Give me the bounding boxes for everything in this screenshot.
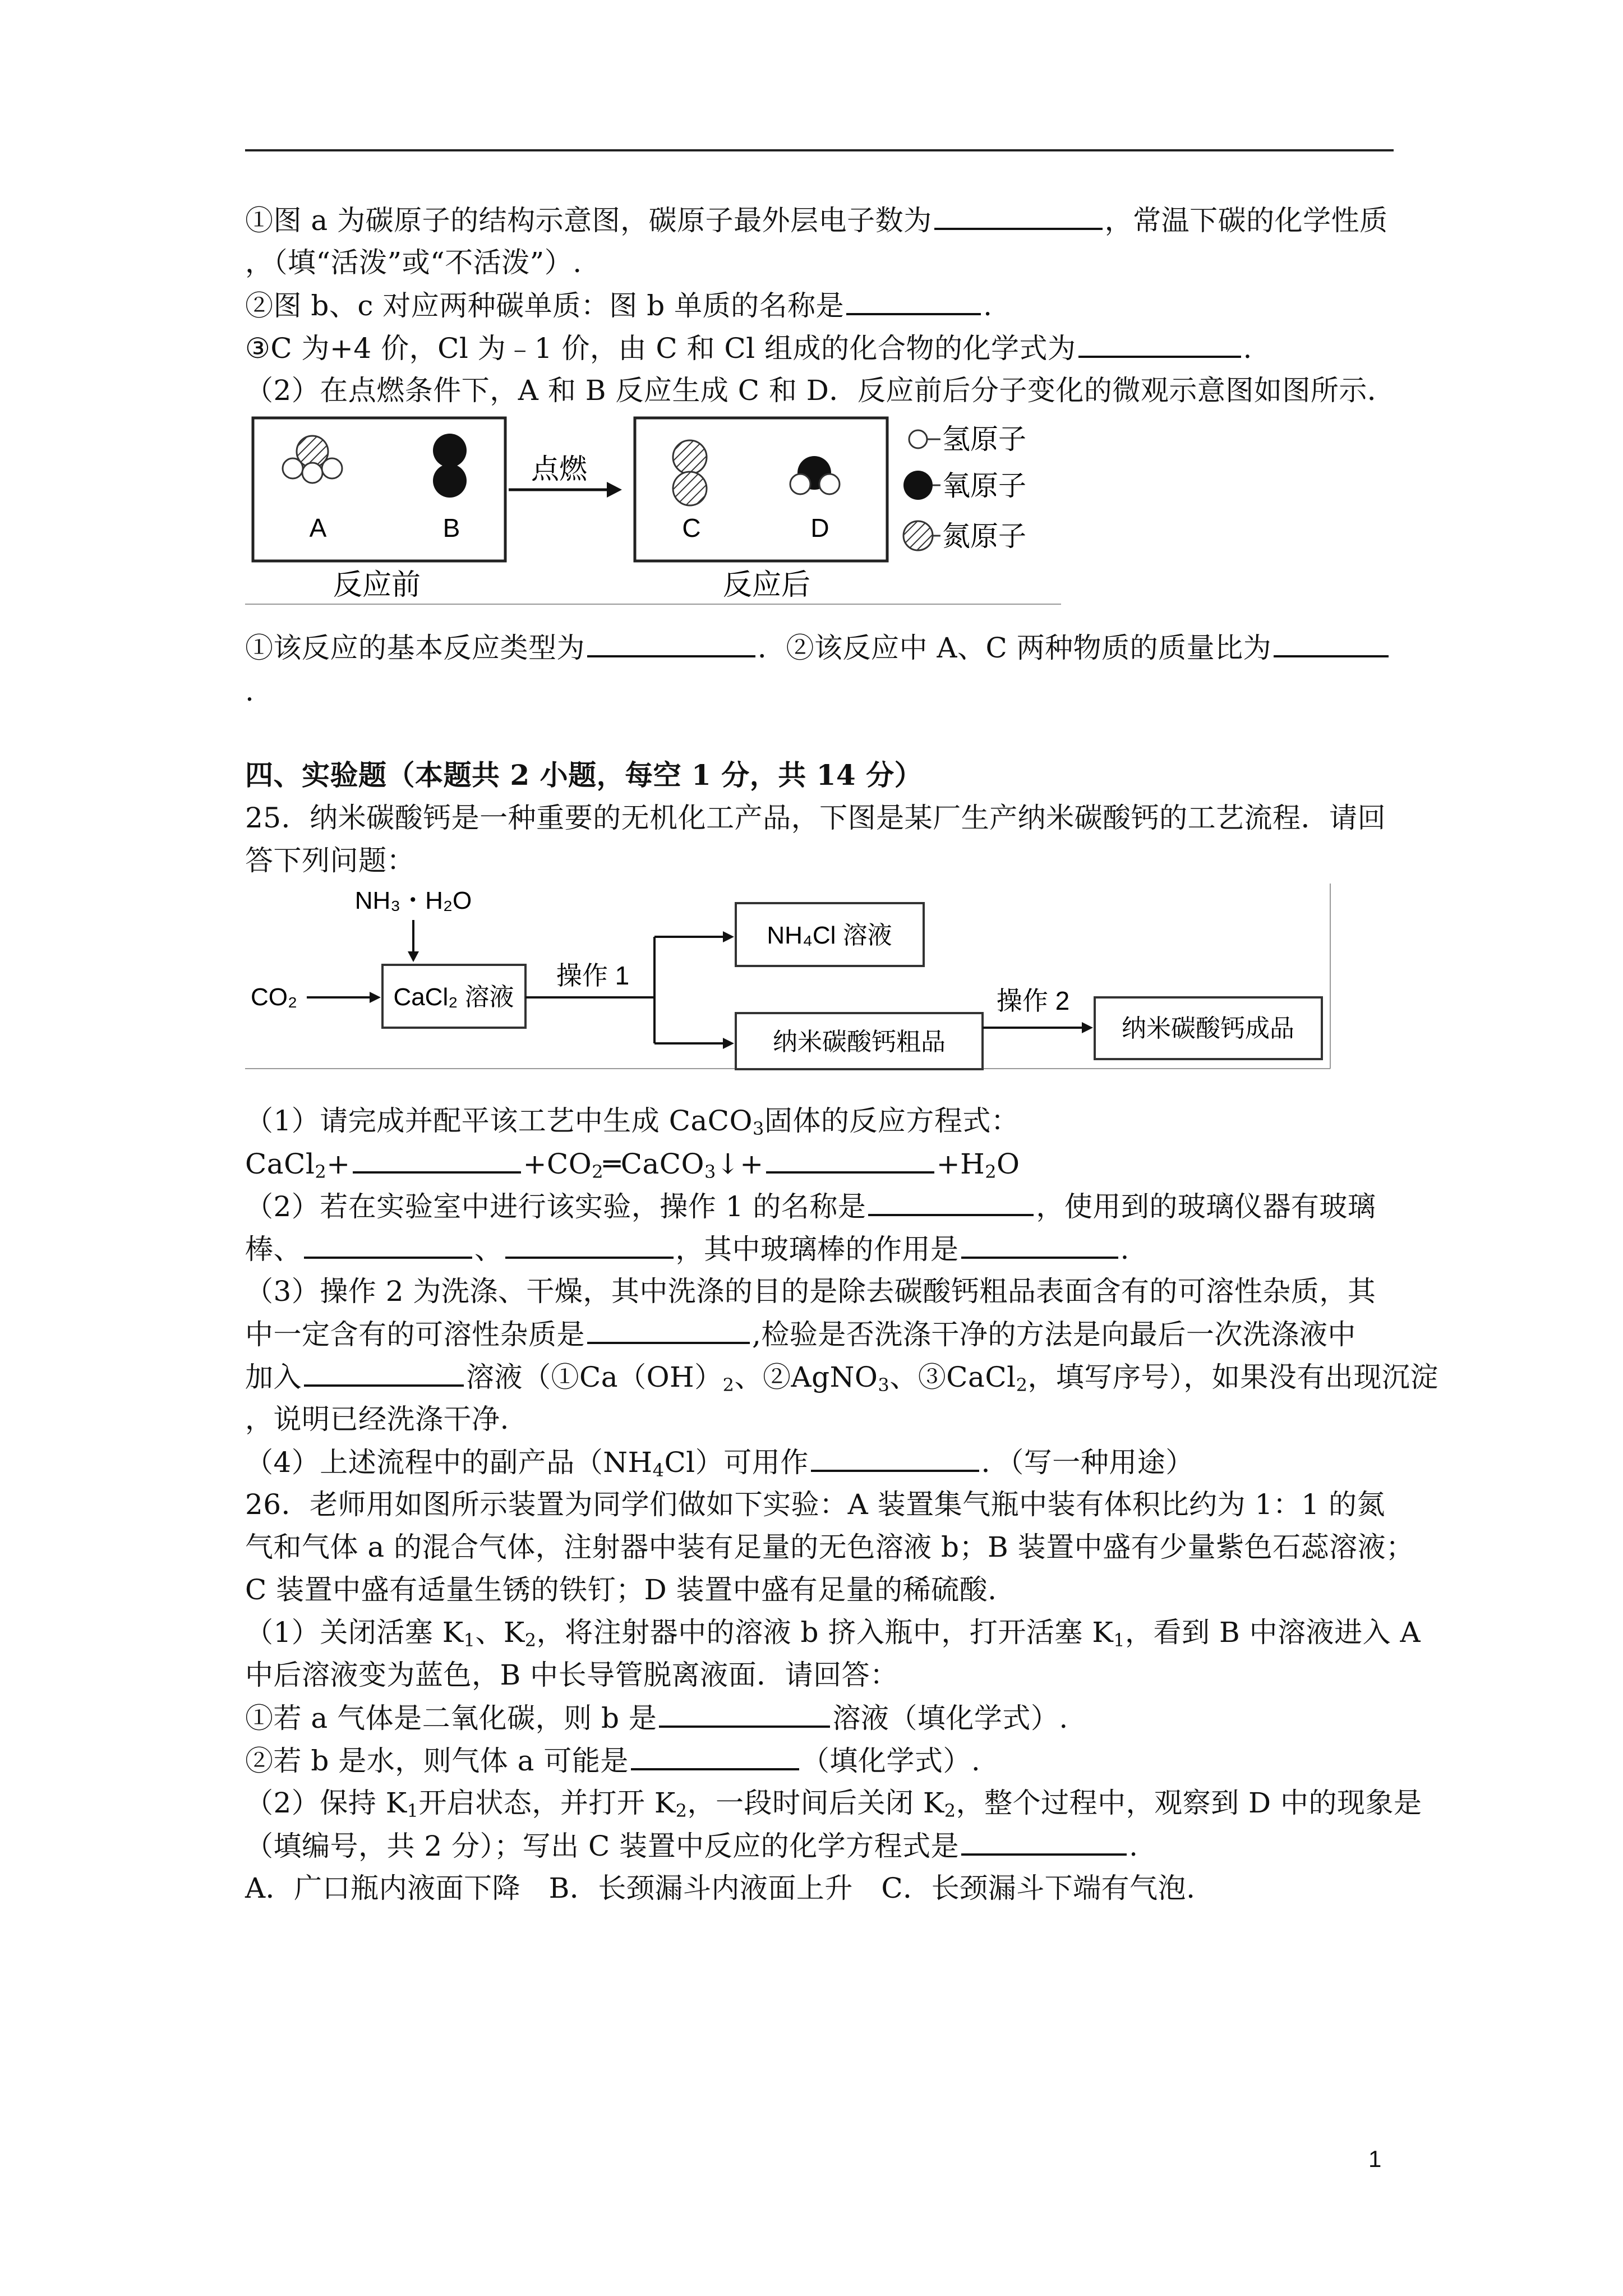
section-title: 四、实验题（本题共 2 小题，每空 1 分，共 14 分） — [245, 758, 923, 792]
molecule-a — [283, 436, 342, 483]
label-b: B — [442, 513, 460, 542]
reagent-label: NH₃・H₂O — [354, 887, 472, 914]
q25-equation: CaCl$_2$+ $+CO_2═CaCO_3↓+ +H_2O$ — [245, 1142, 1394, 1185]
legend-nitrogen — [903, 521, 1026, 552]
q26-p2-line2: （填编号，共 2 分）；写出 C 装置中反应的化学方程式是 . — [245, 1824, 1394, 1867]
q25-p4: （4）上述流程中的副产品$(NH_4Cl)$可用作 ．（写一种用途） — [245, 1441, 1394, 1483]
q26-line-1: 26．老师用如图所示装置为同学们做如下实验：A 装置集气瓶中装有体积比约为 1：1 的氮 — [245, 1488, 1386, 1521]
before-box — [253, 418, 505, 561]
q26-options: A．广口瓶内液面下降 B．长颈漏斗内液面上升 C．长颈漏斗下端有气泡. — [245, 1872, 1196, 1904]
label-after: 反应后 — [722, 569, 811, 601]
label-c: C — [682, 513, 701, 542]
molecule-c — [673, 440, 707, 505]
q25-p3-line1: （3）操作 2 为洗涤、干燥，其中洗涤的目的是除去碳酸钙粗品表面含有的可溶性杂质，其 — [245, 1275, 1376, 1308]
q25-p3-line4: ，说明已经洗涤干净. — [245, 1403, 509, 1435]
svg-text:氧原子: 氧原子 — [942, 470, 1026, 501]
q24-line-4: ③C 为+4 价，Cl 为﹣1 价，由 C 和 Cl 组成的化合物的化学式为 . — [245, 326, 1394, 369]
q25-p3-line2: 中一定含有的可溶性杂质是 ,检验是否洗涤干净的方法是向最后一次洗涤液中 — [245, 1313, 1394, 1355]
q26-p1-line2: 中后溶液变为蓝色，B 中长导管脱离液面．请回答： — [245, 1659, 898, 1691]
svg-text:NH₄Cl 溶液: NH₄Cl 溶液 — [767, 922, 892, 949]
q26-sub1: ①若 a 气体是二氧化碳，则 b 是 溶液（填化学式）. — [245, 1696, 1394, 1739]
label-before: 反应前 — [333, 569, 421, 601]
header-rule — [245, 149, 1394, 151]
arrow-label: 点燃 — [531, 453, 587, 485]
q24-line-7: . — [245, 675, 255, 707]
q26-sub2: ②若 b 是水，则气体 a 可能是 （填化学式）. — [245, 1739, 1394, 1782]
q25-p1: （1）请完成并配平该工艺中生成 CaCO$_3$固体的反应方程式： — [245, 1105, 1020, 1139]
q26-line-2: 气和气体 a 的混合气体，注射器中装有足量的无色溶液 b；B 装置中盛有少量紫色石蕊溶液； — [245, 1531, 1414, 1563]
q25-p2-line1: （2）若在实验室中进行该实验，操作 1 的名称是 ，使用到的玻璃仪器有玻璃 — [245, 1185, 1394, 1227]
molecule-d — [790, 456, 840, 494]
q25-p2-line2: 棒、 、 ，其中玻璃棒的作用是 . — [245, 1227, 1394, 1270]
q24-line-2: ，（填“活泼”或“不活泼”）. — [245, 246, 582, 279]
q26-line-3: C 装置中盛有适量生锈的铁钉；D 装置中盛有足量的稀硫酸. — [245, 1573, 997, 1606]
q24-line-6: ①该反应的基本反应类型为 ．②该反应中 A、C 两种物质的质量比为 — [245, 626, 1394, 669]
q26-p2-line1: （2）保持 $K_1$开启状态，并打开 $K_2$，一段时间后关闭 $K_2$，整个过程中，观察到 D 中的现象是 — [245, 1787, 1422, 1821]
legend-hydrogen — [909, 424, 1026, 455]
page-number: 1 — [1368, 2146, 1382, 2172]
legend-oxygen — [903, 470, 1026, 501]
molecule-b — [433, 434, 467, 498]
reaction-diagram — [245, 412, 1064, 606]
svg-text:CaCl₂ 溶液: CaCl₂ 溶液 — [393, 983, 514, 1011]
label-a: A — [309, 513, 327, 542]
op2-label: 操作 2 — [996, 986, 1070, 1015]
input-label: CO₂ — [251, 983, 298, 1011]
q24-line-1: ①图 a 为碳原子的结构示意图，碳原子最外层电子数为 ，常温下碳的化学性质 — [245, 199, 1394, 241]
q25-p3-line3: 加入 溶液（$①Ca(OH)_2$、②AgNO$_3$、③CaCl$_2$，填写序号），如果没有出现沉淀 — [245, 1355, 1394, 1398]
svg-text:氮原子: 氮原子 — [942, 521, 1026, 552]
svg-text:纳米碳酸钙成品: 纳米碳酸钙成品 — [1122, 1015, 1294, 1042]
q25-line-2: 答下列问题： — [245, 844, 415, 877]
label-d: D — [810, 513, 829, 542]
q26-p1-line1: （1）关闭活塞 $K_1$、$K_2$，将注射器中的溶液 b 挤入瓶中，打开活塞 $K_1$，看到 B 中溶液进入 A — [245, 1616, 1421, 1651]
svg-text:纳米碳酸钙粗品: 纳米碳酸钙粗品 — [773, 1028, 946, 1056]
process-flow-diagram — [245, 881, 1333, 1071]
q24-line-3: ②图 b、c 对应两种碳单质：图 b 单质的名称是 . — [245, 284, 1394, 326]
svg-text:氢原子: 氢原子 — [942, 424, 1026, 455]
q24-line-5: （2）在点燃条件下，A 和 B 反应生成 C 和 D．反应前后分子变化的微观示意图如图所示． — [245, 374, 1396, 407]
q25-line-1: 25．纳米碳酸钙是一种重要的无机化工产品，下图是某厂生产纳米碳酸钙的工艺流程．请回 — [245, 802, 1386, 834]
op1-label: 操作 1 — [556, 961, 630, 990]
